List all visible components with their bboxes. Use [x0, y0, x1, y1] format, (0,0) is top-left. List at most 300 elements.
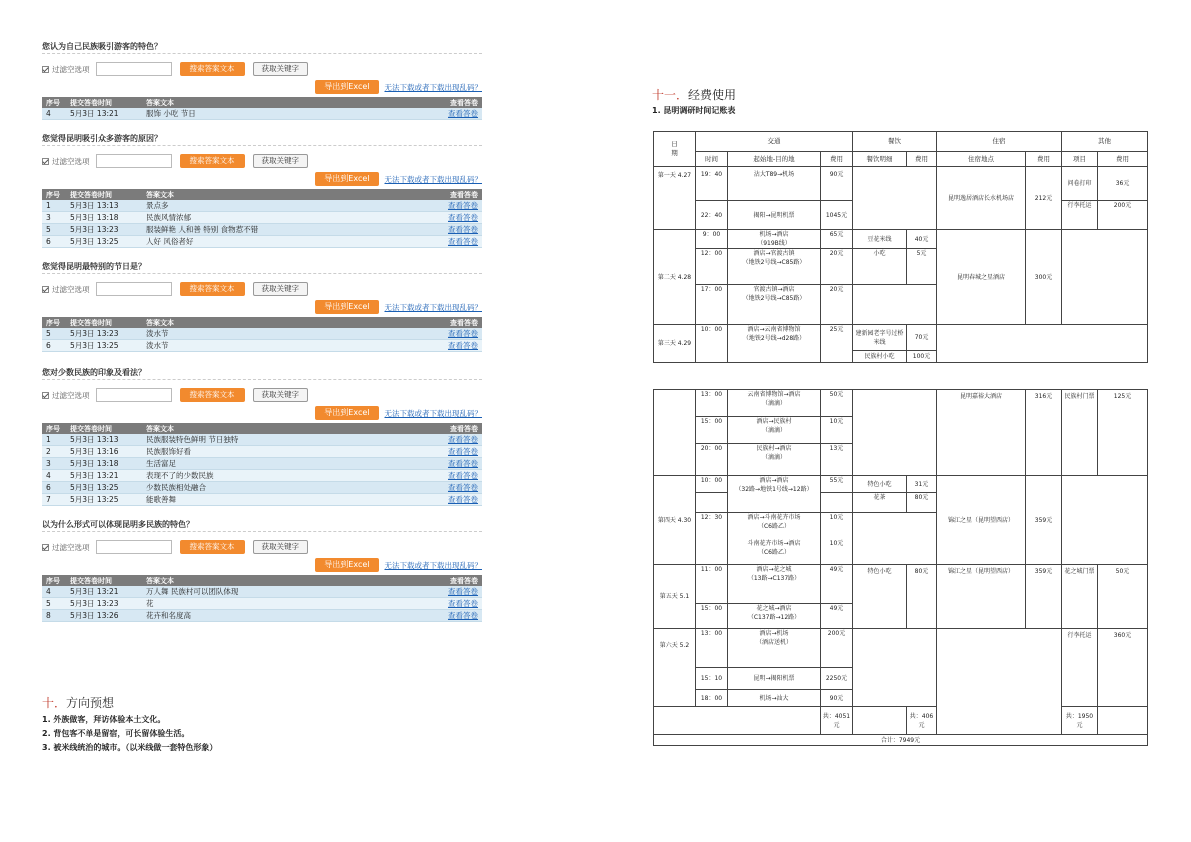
cell-fee: 80元 — [907, 493, 937, 513]
cell-fee: 90元 — [821, 167, 853, 201]
question-block — [42, 518, 482, 622]
table-row — [42, 470, 482, 482]
table-header — [42, 97, 482, 108]
keyword-button[interactable]: 获取关键字 — [253, 540, 309, 554]
question-block — [42, 366, 482, 506]
view-answer-link[interactable]: 查看答卷 — [400, 224, 482, 236]
filter-checkbox[interactable] — [42, 158, 49, 165]
section-11-number: 十一． — [652, 88, 689, 102]
cell-empty — [853, 629, 937, 707]
export-row — [42, 405, 482, 421]
col-time: 提交答卷时间 — [66, 189, 142, 200]
cell-index: 4 — [42, 108, 66, 120]
cell-time: 5月3日 13:26 — [66, 610, 142, 622]
cell-fee: 360元 — [1098, 629, 1148, 707]
section-10-heading — [42, 694, 482, 711]
table-row — [42, 434, 482, 446]
cell-route: 酒店→官渡古镇 （地铁2号线→C85路） — [728, 249, 821, 285]
header-traffic: 交通 — [696, 132, 853, 152]
table-row — [42, 610, 482, 622]
export-excel-button[interactable]: 导出到Excel — [315, 558, 378, 572]
table-row — [42, 494, 482, 506]
export-row — [42, 557, 482, 573]
cell-time: 5月3日 13:25 — [66, 482, 142, 494]
cell-time: 17：00 — [696, 285, 728, 325]
table-row — [42, 224, 482, 236]
cell-index: 5 — [42, 598, 66, 610]
cell-fee: 50元 — [1098, 565, 1148, 629]
cell-meal: 特色小吃 — [853, 565, 907, 629]
cell-route: 酒店→机场 （酒店送机） — [728, 629, 821, 668]
cell-time: 5月3日 13:23 — [66, 598, 142, 610]
cell-answer: 生活富足 — [142, 458, 389, 470]
cell-fee: 40元 — [907, 230, 937, 249]
direction-item-3: 3. 被米线统治的城市。（以米线做一套特色形象） — [42, 743, 218, 752]
cell-fee: 90元 — [821, 690, 853, 707]
cell-route: 酒店→酒店 （32路→地铁1号线→12路） — [728, 476, 821, 513]
table-row — [42, 598, 482, 610]
search-input[interactable] — [96, 154, 172, 168]
cell-answer: 万人舞 民族村可以团队体现 — [142, 586, 389, 598]
filter-row — [42, 538, 482, 556]
filter-row — [42, 152, 482, 170]
search-answer-button[interactable]: 搜索答案文本 — [180, 282, 245, 296]
filter-checkbox[interactable] — [42, 544, 49, 551]
cell-index: 6 — [42, 340, 66, 352]
cell-fee: 200元 — [821, 629, 853, 668]
search-answer-button[interactable]: 搜索答案文本 — [180, 62, 245, 76]
col-view: 查看答卷 — [347, 97, 482, 108]
cell-answer: 少数民族相处融合 — [142, 482, 389, 494]
cell-fee: 5元 — [907, 249, 937, 285]
survey-results — [42, 40, 487, 622]
cell-meal: 花茶 — [853, 493, 907, 513]
cell-answer: 服饰 小吃 节日 — [142, 108, 347, 120]
cell-lodge: 昆明逸居酒店长水机场店 — [937, 167, 1026, 230]
cell-fee: 36元 — [1098, 167, 1148, 201]
filter-row — [42, 386, 482, 404]
table-row — [42, 328, 482, 340]
header-lodging: 住宿 — [937, 132, 1062, 152]
cell-fee: 80元 — [907, 565, 937, 629]
col-answer: 答案文本 — [142, 189, 400, 200]
direction-item-1: 1. 外族做客，拜访体验本土文化。 — [42, 715, 166, 724]
header-route: 起始地-目的地 — [728, 152, 821, 167]
view-answer-link[interactable]: 查看答卷 — [389, 494, 482, 506]
question-title: 您觉得昆明吸引众多游客的原因？ — [42, 132, 482, 146]
col-index: 序号 — [42, 575, 66, 586]
search-input[interactable] — [96, 388, 172, 402]
cell-route: 机场→酒店 （919B线） — [728, 230, 821, 249]
keyword-button[interactable]: 获取关键字 — [253, 282, 309, 296]
route-line: 斗南花卉市场→酒店 （C6路乙） — [747, 540, 801, 556]
section-11-subtitle: 1. 昆明调研时间记账表 — [652, 106, 736, 115]
direction-item-2: 2. 背包客不单是留宿，可长留体验生活。 — [42, 729, 190, 738]
cell-time: 5月3日 13:18 — [66, 458, 142, 470]
search-answer-button[interactable]: 搜索答案文本 — [180, 154, 245, 168]
table-row — [42, 236, 482, 248]
col-answer: 答案文本 — [142, 423, 389, 434]
cell-item: 行李托运 — [1062, 629, 1098, 707]
section-10 — [42, 694, 482, 753]
cell-lodge: 锦江之星（昆明望西店） — [937, 565, 1026, 629]
export-row — [42, 79, 482, 95]
section-10-title: 方向预想 — [66, 696, 115, 710]
cell-answer: 民族风情浓郁 — [142, 212, 400, 224]
cell-route: 云南省博物馆→酒店 （滴滴） — [728, 390, 821, 417]
question-title: 您对少数民族的印象及看法？ — [42, 366, 482, 380]
total-food: 共：406 元 — [907, 707, 937, 735]
cell-answer: 民族服装特色鲜明 节日独特 — [142, 434, 389, 446]
cell-time: 13：00 — [696, 390, 728, 417]
header-other: 其他 — [1062, 132, 1148, 152]
view-answer-link[interactable]: 查看答卷 — [400, 236, 482, 248]
cell-answer: 人好 风俗者好 — [142, 236, 400, 248]
cell-meal: 豆花米线 — [853, 230, 907, 249]
view-answer-link[interactable]: 查看答卷 — [389, 586, 482, 598]
cell-time: 5月3日 13:13 — [66, 200, 142, 212]
header-lodge-place: 住宿地点 — [937, 152, 1026, 167]
download-help-link[interactable]: 无法下载或者下载出现乱码？ — [384, 302, 482, 312]
day-label: 第二天 4.28 — [654, 230, 696, 325]
cell-time: 15：00 — [696, 604, 728, 629]
cell-time: 5月3日 13:25 — [66, 494, 142, 506]
cell-empty — [937, 629, 1062, 735]
cell-meal: 民族村小吃 — [853, 351, 907, 363]
cell-route: 民族村→酒店 （滴滴） — [728, 444, 821, 476]
table-row — [42, 340, 482, 352]
filter-checkbox[interactable] — [42, 392, 49, 399]
cell-empty — [696, 493, 728, 513]
cell-index: 5 — [42, 328, 66, 340]
cell-item: 行李托运 — [1062, 201, 1098, 230]
view-answer-link[interactable]: 查看答卷 — [389, 470, 482, 482]
filter-row — [42, 60, 482, 78]
header-time: 时间 — [696, 152, 728, 167]
day-label — [654, 390, 696, 476]
section-10-number: 十． — [42, 696, 67, 710]
cell-answer: 泼水节 — [142, 340, 307, 352]
export-excel-button[interactable]: 导出到Excel — [315, 172, 378, 186]
cell-time: 9：00 — [696, 230, 728, 249]
export-row — [42, 299, 482, 315]
cell-fee: 20元 — [821, 285, 853, 325]
cell-answer: 花 — [142, 598, 389, 610]
col-view: 查看答卷 — [389, 575, 482, 586]
keyword-button[interactable]: 获取关键字 — [253, 388, 309, 402]
cell-route: 酒店→民族村 （滴滴） — [728, 417, 821, 444]
col-answer: 答案文本 — [142, 97, 347, 108]
col-answer: 答案文本 — [142, 575, 389, 586]
cell-route: 昆明→揭阳机票 — [728, 668, 821, 690]
cell-fee: 300元 — [1026, 230, 1062, 325]
view-answer-link[interactable]: 查看答卷 — [389, 482, 482, 494]
col-time: 提交答卷时间 — [66, 575, 142, 586]
filter-label: 过滤空选项 — [52, 64, 90, 74]
answer-table — [42, 189, 482, 248]
question-title: 以为什么形式可以体现昆明多民族的特色？ — [42, 518, 482, 532]
cell-index: 4 — [42, 470, 66, 482]
cell-fee: 359元 — [1026, 476, 1062, 565]
cell-time: 5月3日 13:21 — [66, 470, 142, 482]
table-row — [42, 200, 482, 212]
cell-time: 5月3日 13:25 — [66, 236, 142, 248]
cell-time: 5月3日 13:16 — [66, 446, 142, 458]
cell-time: 5月3日 13:23 — [66, 224, 142, 236]
section-11 — [652, 86, 1148, 116]
total-lodging: 共：1950 元 — [1062, 707, 1098, 735]
col-index: 序号 — [42, 189, 66, 200]
col-time: 提交答卷时间 — [66, 97, 142, 108]
cell-index: 7 — [42, 494, 66, 506]
download-help-link[interactable]: 无法下载或者下载出现乱码？ — [384, 408, 482, 418]
cell-index: 2 — [42, 446, 66, 458]
keyword-button[interactable]: 获取关键字 — [253, 154, 309, 168]
cell-empty — [1062, 230, 1148, 325]
export-excel-button[interactable]: 导出到Excel — [315, 406, 378, 420]
cell-route: 机场→汕大 — [728, 690, 821, 707]
download-help-link[interactable]: 无法下载或者下载出现乱码？ — [384, 560, 482, 570]
view-answer-link[interactable]: 查看答卷 — [400, 200, 482, 212]
cell-lodge: 锦江之星（昆明望西店） — [937, 476, 1026, 565]
cell-index: 3 — [42, 212, 66, 224]
header-fee: 费用 — [907, 152, 937, 167]
cell-item: 问卷打印 — [1062, 167, 1098, 201]
cell-fee: 359元 — [1026, 565, 1062, 629]
cell-index: 5 — [42, 224, 66, 236]
question-block — [42, 132, 482, 248]
download-help-link[interactable]: 无法下载或者下载出现乱码？ — [384, 82, 482, 92]
cell-item: 花之城门票 — [1062, 565, 1098, 629]
view-answer-link[interactable]: 查看答卷 — [389, 610, 482, 622]
header-fee: 费用 — [1026, 152, 1062, 167]
cell-time: 5月3日 13:13 — [66, 434, 142, 446]
col-view: 查看答卷 — [389, 423, 482, 434]
cell-time: 5月3日 13:23 — [66, 328, 142, 340]
header-food: 餐饮 — [853, 132, 937, 152]
question-block — [42, 40, 482, 120]
table-row — [42, 446, 482, 458]
cell-time: 15：10 — [696, 668, 728, 690]
table-row — [42, 108, 482, 120]
answer-table — [42, 575, 482, 622]
col-view: 查看答卷 — [400, 189, 482, 200]
search-input[interactable] — [96, 540, 172, 554]
download-help-link[interactable]: 无法下载或者下载出现乱码？ — [384, 174, 482, 184]
filter-checkbox[interactable] — [42, 286, 49, 293]
cell-index: 8 — [42, 610, 66, 622]
view-answer-link[interactable]: 查看答卷 — [307, 340, 482, 352]
question-title: 您认为自己民族吸引游客的特色？ — [42, 40, 482, 54]
cell-lodge: 昆明春城之星酒店 — [937, 230, 1026, 325]
cell-fee: 10元 — [821, 417, 853, 444]
cell-index: 4 — [42, 586, 66, 598]
cell-route: 沾大T89→机场 — [728, 167, 821, 201]
view-answer-link[interactable]: 查看答卷 — [307, 328, 482, 340]
filter-label: 过滤空选项 — [52, 390, 90, 400]
export-row — [42, 171, 482, 187]
cell-time: 19：40 — [696, 167, 728, 201]
route-line: 酒店→斗南花卉市场 （C6路乙） — [747, 514, 801, 530]
cell-item: 民族村门票 — [1062, 390, 1098, 476]
day-label: 第五天 5.1 — [654, 565, 696, 629]
cell-route — [728, 513, 821, 565]
cell-route: 花之城→酒店 （C137路→12路） — [728, 604, 821, 629]
header-fee: 费用 — [1098, 152, 1148, 167]
cell-fee: 316元 — [1026, 390, 1062, 476]
cell-answer: 花卉和名度高 — [142, 610, 389, 622]
cell-answer: 表现不了的少数民族 — [142, 470, 389, 482]
cell-fee: 31元 — [907, 476, 937, 493]
answer-table — [42, 97, 482, 120]
filter-label: 过滤空选项 — [52, 156, 90, 166]
col-index: 序号 — [42, 97, 66, 108]
col-view: 查看答卷 — [307, 317, 482, 328]
cell-empty — [853, 167, 937, 230]
section-11-title: 经费使用 — [688, 88, 737, 102]
col-answer: 答案文本 — [142, 317, 307, 328]
search-answer-button[interactable]: 搜索答案文本 — [180, 540, 245, 554]
cell-fee — [821, 513, 853, 565]
view-answer-link[interactable]: 查看答卷 — [400, 212, 482, 224]
export-excel-button[interactable]: 导出到Excel — [315, 300, 378, 314]
day-label: 第一天 4.27 — [654, 167, 696, 230]
cell-fee: 100元 — [907, 351, 937, 363]
day-label: 第三天 4.29 — [654, 325, 696, 363]
cell-time: 5月3日 13:18 — [66, 212, 142, 224]
fee-line: 10元 — [829, 540, 844, 547]
col-time: 提交答卷时间 — [66, 317, 142, 328]
cell-route: 官渡古镇→酒店 （地铁2号线→C85路） — [728, 285, 821, 325]
cell-fee: 200元 — [1098, 201, 1148, 230]
table-header — [42, 423, 482, 434]
filter-checkbox[interactable] — [42, 66, 49, 73]
answer-table — [42, 423, 482, 506]
col-time: 提交答卷时间 — [66, 423, 142, 434]
header-item: 项目 — [1062, 152, 1098, 167]
cell-index: 3 — [42, 458, 66, 470]
answer-table — [42, 317, 482, 352]
search-input[interactable] — [96, 282, 172, 296]
day-label: 第六天 5.2 — [654, 629, 696, 707]
cell-time: 5月3日 13:21 — [66, 108, 142, 120]
total-traffic: 共：4051 元 — [821, 707, 853, 735]
cell-fee: 212元 — [1026, 167, 1062, 230]
grand-total: 合计：7949元 — [654, 735, 1148, 746]
view-answer-link[interactable]: 查看答卷 — [347, 108, 482, 120]
cell-fee: 49元 — [821, 604, 853, 629]
cell-empty — [937, 325, 1148, 363]
cell-empty — [853, 390, 937, 476]
cell-lodge: 昆明嘉裕大酒店 — [937, 390, 1026, 476]
cell-time: 12：00 — [696, 249, 728, 285]
cell-empty — [853, 513, 937, 565]
cell-fee: 25元 — [821, 325, 853, 363]
cell-meal: 特色小吃 — [853, 476, 907, 493]
cell-fee: 2250元 — [821, 668, 853, 690]
cell-time: 5月3日 13:25 — [66, 340, 142, 352]
question-title: 您觉得昆明最特别的节日是？ — [42, 260, 482, 274]
cell-empty — [654, 707, 821, 735]
search-answer-button[interactable]: 搜索答案文本 — [180, 388, 245, 402]
cell-route: 酒店→云南省博物馆 （地铁2号线→d28路） — [728, 325, 821, 363]
cell-fee: 65元 — [821, 230, 853, 249]
cell-time: 5月3日 13:21 — [66, 586, 142, 598]
cell-fee: 125元 — [1098, 390, 1148, 476]
cell-meal: 建新园老字号过桥米线 — [853, 325, 907, 351]
cell-answer: 民族服饰好看 — [142, 446, 389, 458]
cell-answer: 能歌善舞 — [142, 494, 389, 506]
cell-empty — [1098, 707, 1148, 735]
cell-time: 18：00 — [696, 690, 728, 707]
section-11-heading — [652, 86, 1148, 103]
expense-table-part-1 — [653, 131, 1148, 363]
cell-time: 10：00 — [696, 476, 728, 493]
filter-label: 过滤空选项 — [52, 542, 90, 552]
table-row — [42, 482, 482, 494]
fee-line: 10元 — [829, 514, 844, 521]
cell-time: 13：00 — [696, 629, 728, 668]
export-excel-button[interactable]: 导出到Excel — [315, 80, 378, 94]
cell-meal: 小吃 — [853, 249, 907, 285]
cell-time: 15：00 — [696, 417, 728, 444]
cell-fee: 1045元 — [821, 201, 853, 230]
cell-fee: 13元 — [821, 444, 853, 476]
cell-empty — [853, 285, 937, 325]
header-date: 日 期 — [654, 132, 696, 167]
cell-index: 6 — [42, 482, 66, 494]
col-index: 序号 — [42, 423, 66, 434]
header-meal: 餐饮明细 — [853, 152, 907, 167]
view-answer-link[interactable]: 查看答卷 — [389, 434, 482, 446]
expense-table-part-2 — [653, 389, 1148, 746]
cell-answer: 景点多 — [142, 200, 400, 212]
table-row — [42, 586, 482, 598]
filter-label: 过滤空选项 — [52, 284, 90, 294]
cell-empty — [1062, 476, 1148, 565]
cell-time: 11：00 — [696, 565, 728, 604]
cell-empty — [853, 707, 907, 735]
view-answer-link[interactable]: 查看答卷 — [389, 598, 482, 610]
table-row — [42, 458, 482, 470]
col-index: 序号 — [42, 317, 66, 328]
cell-fee: 20元 — [821, 249, 853, 285]
question-block — [42, 260, 482, 352]
cell-route: 揭阳→昆明机票 — [728, 201, 821, 230]
table-header — [42, 189, 482, 200]
header-fee: 费用 — [821, 152, 853, 167]
cell-fee: 50元 — [821, 390, 853, 417]
cell-time: 20：00 — [696, 444, 728, 476]
cell-fee: 55元 — [821, 476, 853, 493]
table-header — [42, 575, 482, 586]
cell-route: 酒店→花之城 （13路→C137路） — [728, 565, 821, 604]
cell-fee: 70元 — [907, 325, 937, 351]
view-answer-link[interactable]: 查看答卷 — [389, 446, 482, 458]
view-answer-link[interactable]: 查看答卷 — [389, 458, 482, 470]
cell-index: 6 — [42, 236, 66, 248]
cell-index: 1 — [42, 434, 66, 446]
cell-time: 12：30 — [696, 513, 728, 565]
search-input[interactable] — [96, 62, 172, 76]
cell-empty — [821, 493, 853, 513]
cell-answer: 泼水节 — [142, 328, 307, 340]
cell-fee: 49元 — [821, 565, 853, 604]
keyword-button[interactable]: 获取关键字 — [253, 62, 309, 76]
cell-time: 22：40 — [696, 201, 728, 230]
filter-row — [42, 280, 482, 298]
cell-index: 1 — [42, 200, 66, 212]
